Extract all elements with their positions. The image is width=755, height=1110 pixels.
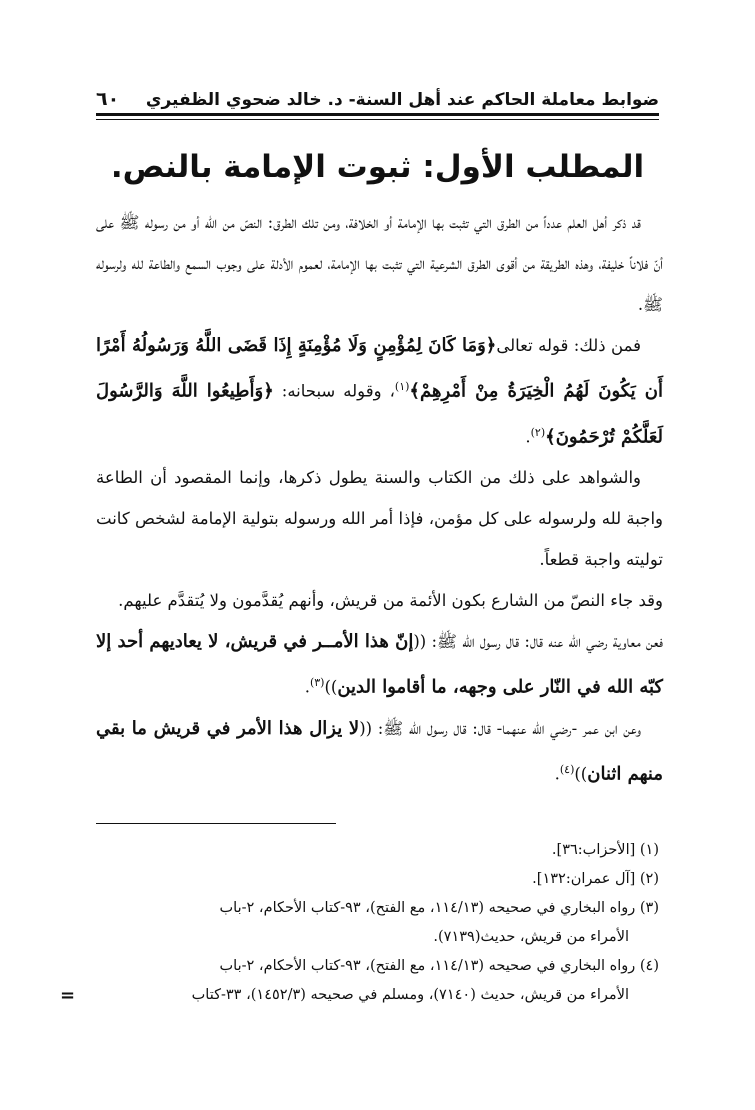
paragraph-5 [96,621,663,708]
header-rule-thick [96,113,659,116]
footnote-separator [96,823,336,824]
heading-rest: ثبوت الإمامة بالنص. [110,149,412,185]
footnote-4 [60,952,659,1010]
footnote-4-line-2: الأمراء من قريش، حديث (٧١٤٠)، ومسلم في صحيحه (١٤٥٢/٣)، ٣٣-كتاب [191,987,629,1003]
footnotes [60,836,659,1010]
p5-end: . [304,677,310,697]
main-text [96,202,663,794]
page-number: ٦٠ [96,88,120,110]
footnote-2: (٢) [آل عمران:١٣٢]. [532,871,659,887]
paragraph-6 [96,708,663,795]
continuation-mark: = [60,985,76,1006]
paragraph-2 [96,325,663,457]
footnote-3 [96,894,659,952]
p2-mid: ، وقوله سبحانه: [281,381,395,401]
p2-intro: فمن ذلك: قوله تعالى [496,336,641,355]
p5-intro: فعن معاوية رضي الله عنه قال: قال رسول الله ﷺ: (( [413,632,663,651]
p6-end: . [554,764,560,783]
footnote-ref-2[interactable]: (٢) [530,425,546,439]
paragraph-4: وقد جاء النصّ من الشارع بكون الأئمة من قريش، وأنهم يُقدَّمون ولا يُتقدَّم عليهم. [118,591,663,610]
footnote-3-line-2: الأمراء من قريش، حديث(٧١٣٩). [433,929,629,945]
quran-verse-1: ﴿وَمَا كَانَ لِمُؤْمِنٍ وَلَا مُؤْمِنَةٍ إِذَا قَضَى اللَّهُ وَرَسُولُهُ أَمْرًا أَن يَكُونَ لَهُمُ الْخِيَرَةُ مِنْ أَمْرِهِمْ﴾ [96,335,663,402]
running-header [96,74,659,110]
hadith-1: إنّ هذا الأمــر في قريش، لا يعاديهم أحد إلا كبّه الله في النّار على وجهه، ما أقاموا الدين [96,631,663,698]
footnote-ref-1[interactable]: (١) [394,380,410,393]
quran-verse-2: ﴿وَأَطِيعُوا اللَّهَ وَالرَّسُولَ لَعَلَّكُمْ تُرْحَمُونَ﴾ [96,380,663,447]
section-heading [96,142,659,192]
footnote-4-line-1: (٤) رواه البخاري في صحيحه (١١٤/١٣، مع الفتح)، ٩٣-كتاب الأحكام، ٢-باب [219,958,659,974]
p2-end: . [525,427,531,446]
running-title: ضوابط معاملة الحاكم عند أهل السنة- د. خالد ضحوي الظفيري [145,90,659,110]
p6-close: )) [574,764,588,783]
p5-close: )) [324,677,338,697]
p6-intro: وعن ابن عمر -رضي الله عنهما- قال: قال رسول الله ﷺ: (( [359,718,641,738]
header-rule-thin [96,119,659,120]
footnote-1: (١) [الأحزاب:٣٦]. [551,842,659,858]
hadith-2: لا يزال هذا الأمر في قريش ما بقي منهم اثنان [96,717,663,784]
paragraph-3: والشواهد على ذلك من الكتاب والسنة يطول ذكرها، وإنما المقصود أن الطاعة واجبة لله ولرسوله على كل مؤمن، فإذا أمر الله ورسوله بتولية الإمامة لشخص كانت توليته واجبة قطعاً. [96,468,663,569]
footnote-ref-3[interactable]: (٣) [309,676,325,689]
footnote-3-line-1: (٣) رواه البخاري في صحيحه (١١٤/١٣، مع الفتح)، ٩٣-كتاب الأحكام، ٢-باب [219,900,659,916]
paragraph-1: قد ذكر أهل العلم عدداً من الطرق التي تثبت بها الإمامة أو الخلافة، ومن تلك الطرق: النصّ من الله أو من رسوله ﷺ على أنّ فلاناً خليفة، وهذه الطريقة من أقوى الطرق الشرعية التي تثبت بها الإمامة، لعموم الأدلة على وجوب السمع والطاعة لله ولرسوله ﷺ. [96,213,663,314]
footnote-ref-4[interactable]: (٤) [559,762,575,776]
heading-main: المطلب الأول [434,149,645,185]
heading-colon: : [422,149,435,185]
